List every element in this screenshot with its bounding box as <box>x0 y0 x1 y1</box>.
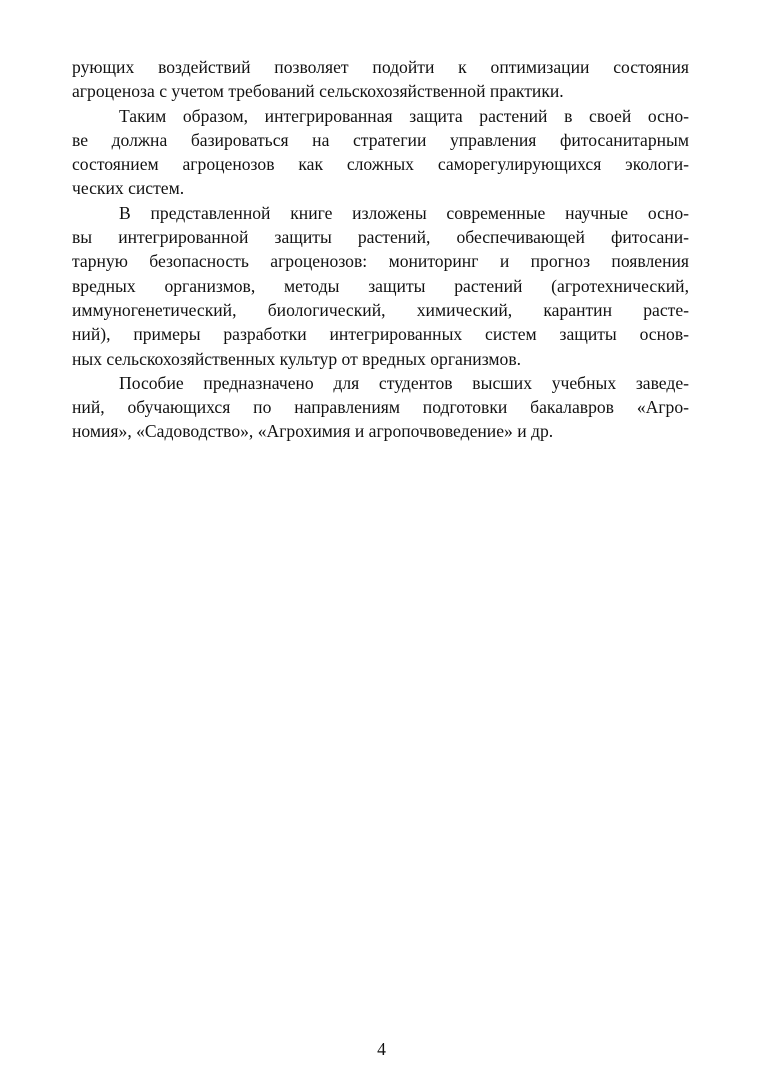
text-line: рующих воздействий позволяет подойти к оптимизации состояния <box>72 57 689 77</box>
text-line: агроценоза с учетом требований сельскохозяйственной практики. <box>72 81 564 102</box>
text-line: состоянием агроценозов как сложных саморегулирующихся экологи- <box>72 154 689 175</box>
text-line: ве должна базироваться на стратегии управления фитосанитарным <box>72 129 689 150</box>
text-line: номия», «Садоводство», «Агрохимия и агропочвоведение» и др. <box>72 421 554 442</box>
paragraph <box>72 104 689 201</box>
paragraph <box>72 371 689 444</box>
page-number: 4 <box>377 1039 386 1059</box>
text-line: В представленной книге изложены современные научные осно- <box>119 202 689 223</box>
text-line: вы интегрированной защиты растений, обеспечивающей фитосани- <box>72 227 689 248</box>
text-line: Таким образом, интегрированная защита растений в своей осно- <box>119 105 689 126</box>
paragraph <box>72 55 689 104</box>
text-line: ний), примеры разработки интегрированных систем защиты основ- <box>72 324 689 345</box>
text-line: ний, обучающихся по направлениям подготовки бакалавров «Агро- <box>72 397 689 418</box>
text-line: вредных организмов, методы защиты растений (агротехнический, <box>72 275 689 296</box>
text-line: тарную безопасность агроценозов: мониторинг и прогноз появления <box>72 251 689 272</box>
paragraph <box>72 201 689 371</box>
text-line: Пособие предназначено для студентов высших учебных заведе- <box>119 372 689 393</box>
body-text <box>72 55 689 444</box>
text-line: иммуногенетический, биологический, химический, карантин расте- <box>72 299 689 320</box>
text-line: ческих систем. <box>72 178 185 199</box>
text-line: ных сельскохозяйственных культур от вредных организмов. <box>72 348 522 369</box>
